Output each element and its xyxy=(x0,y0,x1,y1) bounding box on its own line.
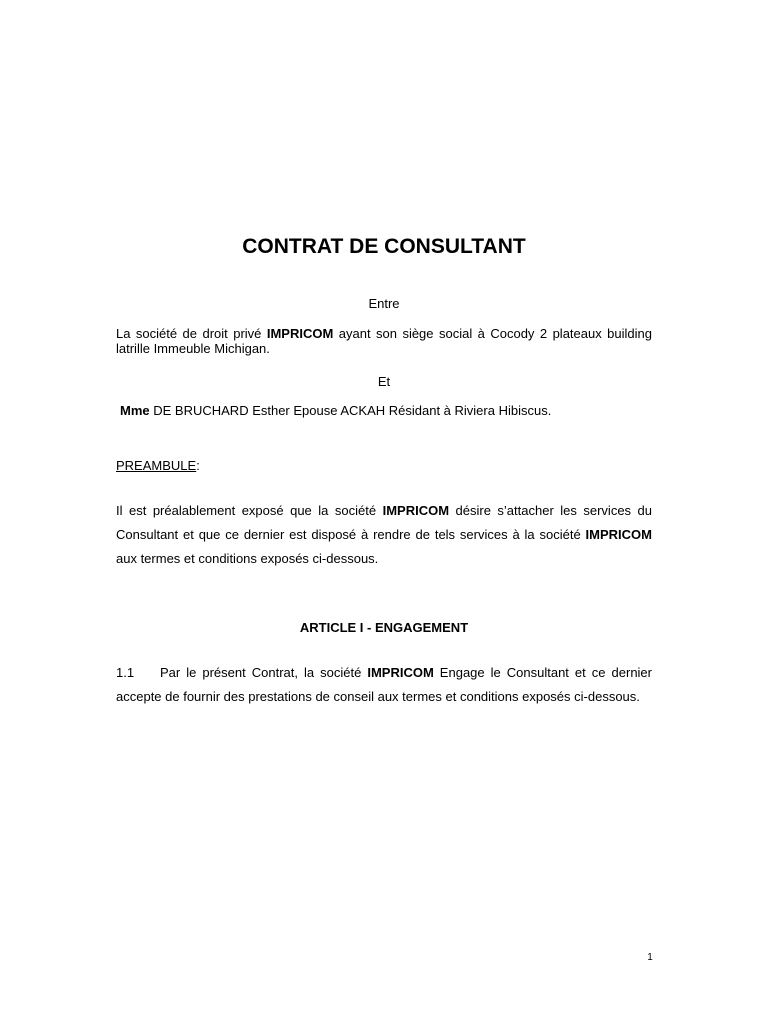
preamble-heading-text: PREAMBULE xyxy=(116,458,197,473)
document-title: CONTRAT DE CONSULTANT xyxy=(242,235,526,258)
party-two-paragraph xyxy=(120,403,656,418)
party-one-prefix: La société de droit privé xyxy=(116,326,267,341)
page-number: 1 xyxy=(647,952,653,963)
clause-part-one: Par le présent Contrat, la société xyxy=(160,665,368,680)
preamble-heading-colon: : xyxy=(196,458,200,473)
clause-part-two: Engage le Consultant et ce dernier accepte de fournir des prestations de conseil aux termes et conditions exposés ci-dessous. xyxy=(116,665,652,704)
article-one-heading: ARTICLE I - ENGAGEMENT xyxy=(299,620,469,635)
party-one-paragraph xyxy=(116,326,652,356)
preamble-heading xyxy=(116,458,652,473)
clause-number: 1.1 xyxy=(116,665,135,680)
preamble-part-two: désire s’attacher les services du Consultant et que ce dernier est disposé à rendre de tels services à la société xyxy=(116,503,652,542)
preamble-paragraph xyxy=(116,499,652,571)
between-label: Entre xyxy=(368,296,400,311)
and-label: Et xyxy=(377,374,391,389)
preamble-part-one: Il est préalablement exposé que la société xyxy=(116,503,383,518)
party-two-title: Mme xyxy=(120,403,150,418)
party-one-company: IMPRICOM xyxy=(266,326,334,341)
preamble-company-two: IMPRICOM xyxy=(585,527,652,542)
article-one-clause xyxy=(116,661,652,709)
party-one-suffix: ayant son siège social à Cocody 2 plateaux building latrille Immeuble Michigan. xyxy=(116,326,652,356)
preamble-company-one: IMPRICOM xyxy=(382,503,450,518)
clause-company: IMPRICOM xyxy=(367,665,434,680)
preamble-part-three: aux termes et conditions exposés ci-dessous. xyxy=(116,551,379,566)
party-two-text: DE BRUCHARD Esther Epouse ACKAH Résidant à Riviera Hibiscus. xyxy=(149,403,552,418)
